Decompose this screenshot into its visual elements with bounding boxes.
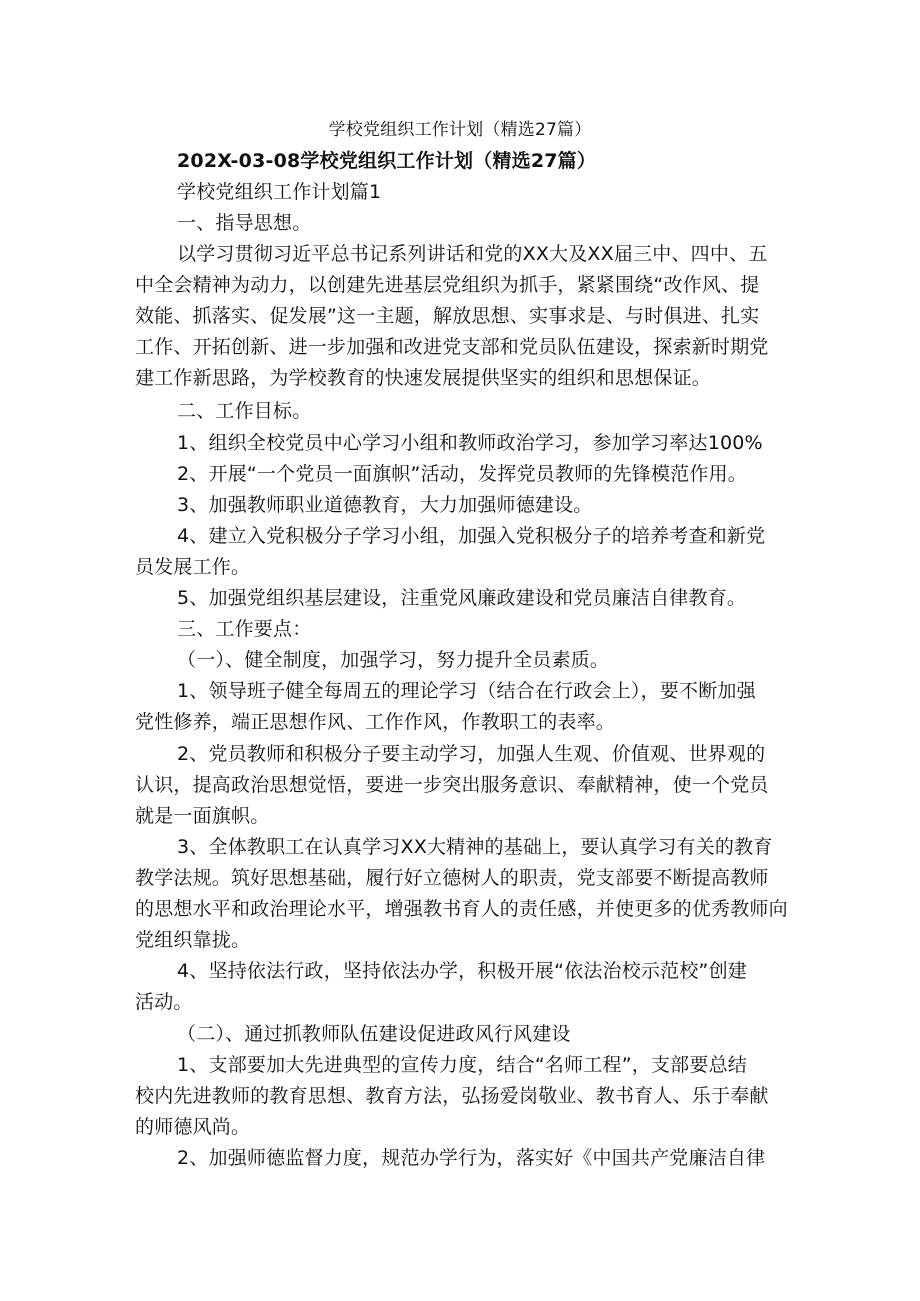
paragraph-line: 建工作新思路，为学校教育的快速发展提供坚实的组织和思想保证。: [135, 367, 712, 389]
date-heading: 202X-03-08学校党组织工作计划（精选27篇）: [177, 150, 597, 172]
goal-item: 4、建立入党积极分子学习小组，加强入党积极分子的培养考查和新党: [177, 525, 766, 547]
list-item: 1、领导班子健全每周五的理论学习（结合在行政会上），要不断加强: [177, 680, 756, 702]
heading-work-goals: 二、工作目标。: [177, 400, 312, 422]
list-item: 3、全体教职工在认真学习XX大精神的基础上，要认真学习有关的教育: [177, 836, 773, 858]
list-item: 1、支部要加大先进典型的宣传力度，结合“名师工程”，支部要总结: [177, 1054, 747, 1076]
list-item-continued: 的师德风尚。: [135, 1116, 251, 1138]
list-item-continued: 校内先进教师的教育思想、教育方法，弘扬爱岗敬业、教书育人、乐于奉献: [135, 1085, 769, 1107]
goal-item: 1、组织全校党员中心学习小组和教师政治学习，参加学习率达100%: [177, 432, 763, 454]
list-item-continued: 的思想水平和政治理论水平，增强教书育人的责任感，并使更多的优秀教师向: [135, 898, 788, 920]
subheading: （二）、通过抓教师队伍建设促进政风行风建设: [177, 1023, 571, 1045]
heading-guiding-ideology: 一、指导思想。: [177, 212, 312, 234]
goal-item: 3、加强教师职业道德教育，大力加强师德建设。: [177, 494, 593, 516]
list-item-continued: 教学法规。筑好思想基础，履行好立德树人的职责，党支部要不断提高教师: [135, 867, 769, 889]
goal-item-continued: 员发展工作。: [135, 556, 251, 578]
section-heading: 学校党组织工作计划篇1: [177, 181, 382, 203]
paragraph-line: 工作、开拓创新、进一步加强和改进党支部和党员队伍建设，探索新时期党: [135, 336, 769, 358]
paragraph-line: 效能、抓落实、促发展”这一主题，解放思想、实事求是、与时俱进、扎实: [135, 305, 760, 327]
list-item-continued: 认识，提高政治思想觉悟，要进一步突出服务意识、奉献精神，使一个党员: [135, 774, 769, 796]
heading-work-points: 三、工作要点：: [177, 618, 312, 640]
paragraph-line: 以学习贯彻习近平总书记系列讲话和党的XX大及XX届三中、四中、五: [177, 243, 768, 265]
list-item: 2、党员教师和积极分子要主动学习，加强人生观、价值观、世界观的: [177, 743, 766, 765]
goal-item: 2、开展“一个党员一面旗帜”活动，发挥党员教师的先锋模范作用。: [177, 463, 747, 485]
list-item: 2、加强师德监督力度，规范办学行为，落实好《中国共产党廉洁自律: [177, 1147, 766, 1169]
list-item: 4、坚持依法行政，坚持依法办学，积极开展“依法治校示范校”创建: [177, 960, 747, 982]
paragraph-line: 中全会精神为动力，以创建先进基层党组织为抓手，紧紧围绕“改作风、提: [135, 274, 760, 296]
list-item-continued: 党组织靠拢。: [135, 929, 251, 951]
list-item-continued: 就是一面旗帜。: [135, 805, 270, 827]
subheading: （一）、健全制度，加强学习，努力提升全员素质。: [177, 649, 610, 671]
goal-item: 5、加强党组织基层建设，注重党风廉政建设和党员廉洁自律教育。: [177, 587, 747, 609]
list-item-continued: 活动。: [135, 991, 193, 1013]
document-title: 学校党组织工作计划（精选27篇）: [328, 120, 592, 140]
list-item-continued: 党性修养，端正思想作风、工作作风，作教职工的表率。: [135, 711, 616, 733]
